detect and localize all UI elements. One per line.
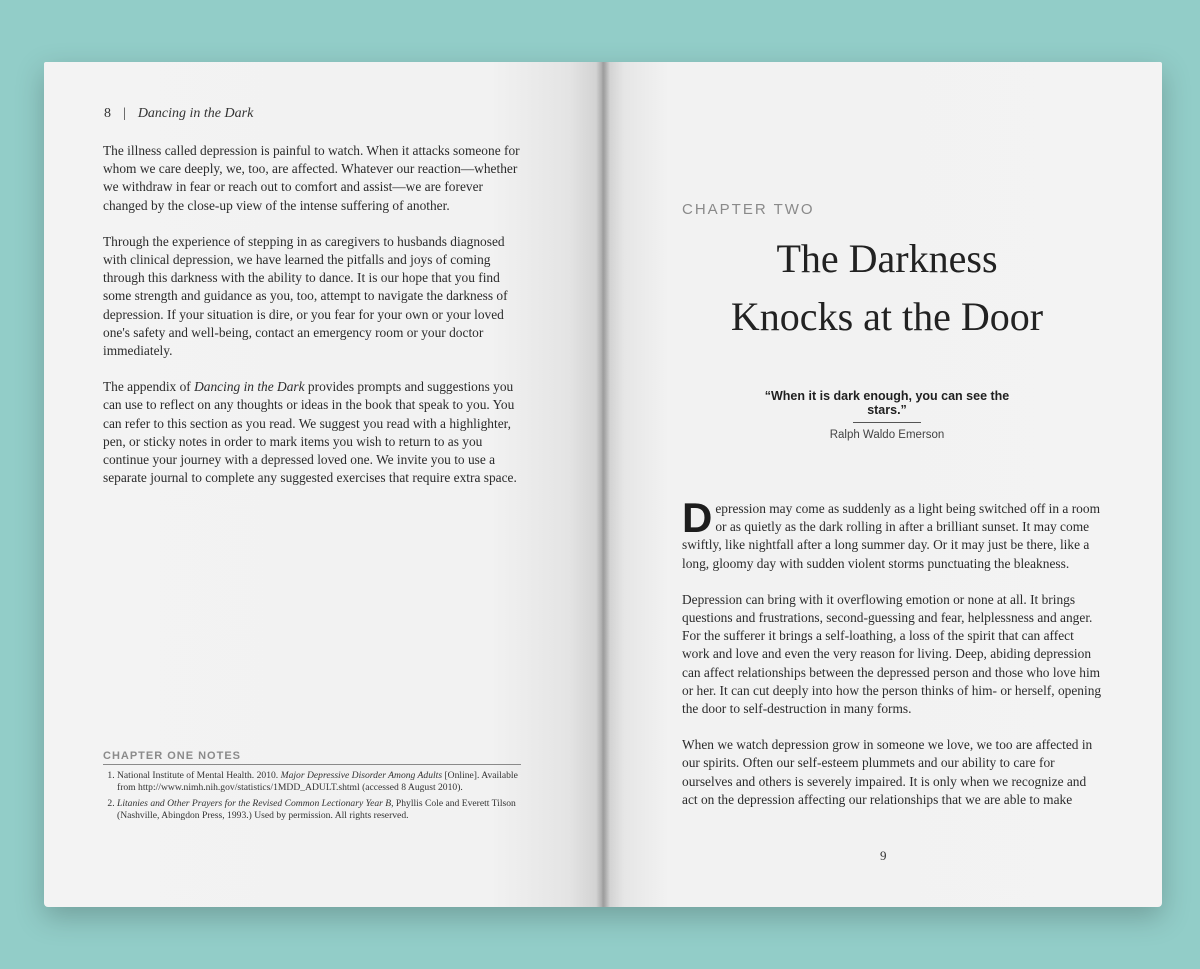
paragraph: When we watch depression grow in someone we love, we too are affected in our spirits. Often our self-esteem plummets and our ability to care for ourselves and others is severely impaired. It is only when we recognize and act on the depression affecting our relationships that we are able to make [682, 737, 1093, 807]
chapter-title-line: Knocks at the Door [730, 294, 1044, 339]
epigraph-quote: “When it is dark enough, you can see the stars.” [764, 389, 1010, 417]
note-text: National Institute of Mental Health. 2010. [117, 770, 281, 781]
book-spread [44, 62, 1162, 907]
notes-list [103, 770, 521, 823]
note-item [117, 798, 521, 823]
left-page-number: 8 [104, 106, 111, 121]
epigraph [762, 389, 1012, 441]
right-page [602, 62, 1162, 907]
note-item [117, 770, 521, 795]
chapter-title [682, 230, 1092, 346]
paragraph-text: The appendix of [103, 379, 195, 395]
paragraph: Through the experience of stepping in as caregivers to husbands diagnosed with clinical depression, we have learned the pitfalls and joys of coming through this darkness with the ability to dance. It is our hope that you find some strength and guidance as you, too, attempt to navigate the darkness of depression. If your situation is dire, or you fear for your own or your loved one's safety and well-being, contact an emergency room or your doctor immediately. [103, 233, 508, 359]
right-body-text [682, 494, 1102, 827]
epigraph-rule [853, 422, 921, 423]
note-text: Phyllis Cole and Everett Tilson (Nashville, Abingdon Press, 1993.) Used by permission. All rights reserved. [117, 797, 516, 822]
paragraph-text: epression may come as suddenly as a light being switched off in a room or as quietly as the dark rolling in after a brilliant sunset. It may come swiftly, like nightfall after a long summer day. Or it may just be there, like a long, gloomy day with sudden violent storms punctuating the bleakness. [682, 501, 1100, 571]
running-title: Dancing in the Dark [137, 106, 254, 121]
note-italic: Major Depressive Disorder Among Adults [280, 770, 443, 781]
paragraph-text: provides prompts and suggestions you can use to reflect on any thoughts or ideas in the book that speak to you. You can refer to this section as you read. We suggest you read with a highlighter, pen, or sticky notes in order to mark items you wish to return to as you continue your journey with a depressed loved one. We invite you to use a separate journal to complete any suggested exercises that require extra space. [103, 379, 517, 486]
book-title-italic: Dancing in the Dark [194, 379, 305, 395]
chapter-notes [103, 750, 521, 826]
chapter-title-line: The Darkness [776, 236, 998, 281]
paragraph: The illness called depression is painful to watch. When it attacks someone for whom we care deeply, we, too, are affected. Whatever our reaction—whether we withdraw in fear or reach out to comfort and assist—we are forever changed by the close-up view of the intense suffering of another. [103, 143, 520, 213]
right-page-number: 9 [880, 848, 887, 863]
running-header [104, 106, 253, 122]
chapter-label: CHAPTER TWO [682, 201, 815, 218]
note-text: [Online]. Available from http://www.nimh.nih.gov/statistics/1MDD_ADULT.shtml (accessed 8 August 2010). [117, 770, 518, 794]
left-page [44, 62, 602, 907]
epigraph-attribution: Ralph Waldo Emerson [829, 429, 945, 441]
paragraph: Depression can bring with it overflowing emotion or none at all. It brings questions and frustrations, second-guessing and fear, helplessness and anger. For the sufferer it brings a self-loathing, a loss of the spirit that can affect work and love and even the very reason for living. Deep, abiding depression can affect relationships between the depressed person and those who love him or her. It can cut deeply into how the person thinks of him- or herself, opening the door to self-destruction in many forms. [682, 591, 1102, 717]
book-gutter [596, 62, 610, 907]
paragraph [103, 378, 521, 487]
notes-heading: CHAPTER ONE NOTES [103, 750, 521, 765]
left-body-text [103, 142, 521, 505]
paragraph [682, 494, 1102, 573]
drop-cap: D [682, 494, 713, 541]
header-separator: | [123, 106, 126, 121]
note-italic: Litanies and Other Prayers for the Revised Common Lectionary Year B, [117, 797, 394, 809]
